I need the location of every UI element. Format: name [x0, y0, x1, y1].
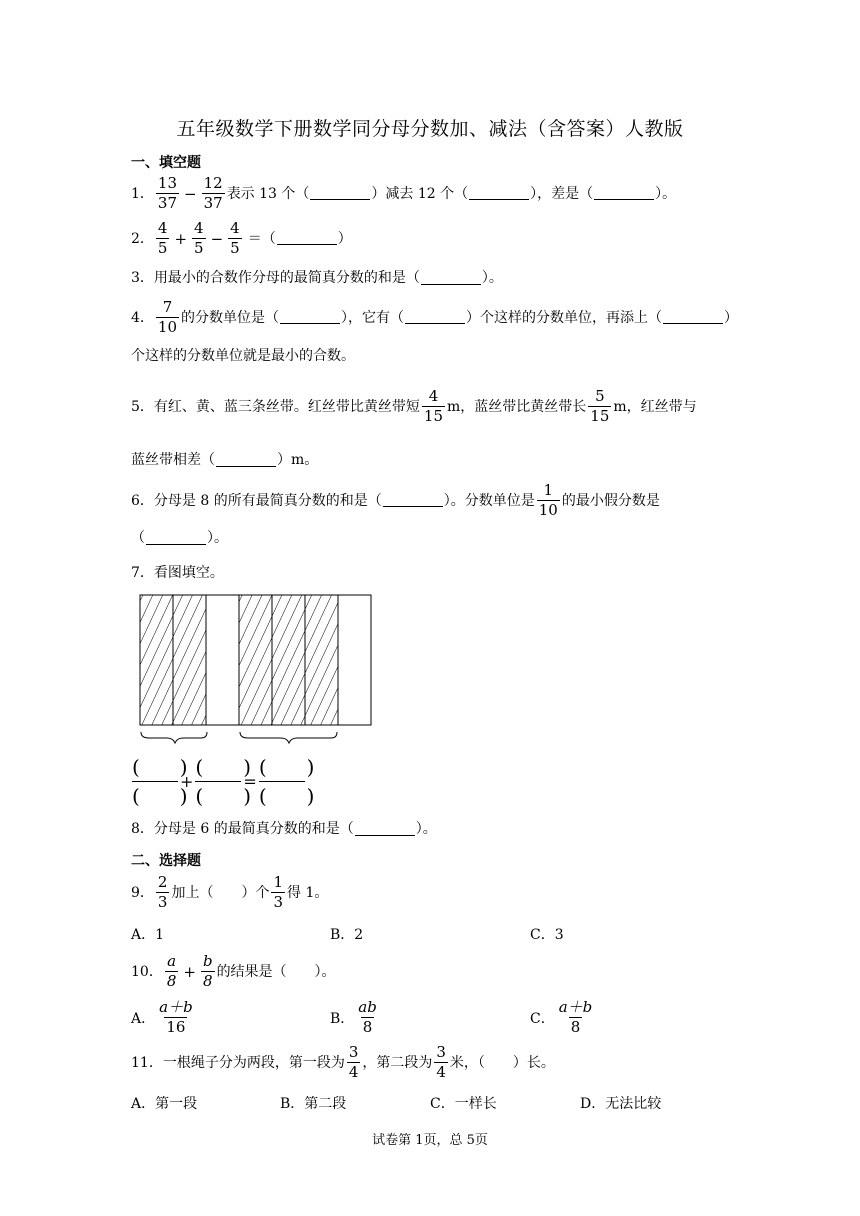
answer-blank[interactable] [383, 494, 443, 507]
question-3: 3． 用最小的合数作分母的最简真分数的和是（ ）。 [131, 270, 503, 286]
shaded-part [173, 595, 206, 725]
question-1: 1． $\frac{13}{37}$ − $\frac{12}{37}$ 表示 13 个（ ）减去 12 个（ ），差是（ ）。 [131, 174, 677, 212]
fraction: $\frac{13}{37}$ [157, 174, 178, 212]
question-7: 7． 看图填空。 [131, 565, 224, 581]
answer-blank[interactable] [594, 187, 654, 200]
answer-fraction-2[interactable]: $\frac{( )}{( )}$ [195, 755, 252, 808]
bar-group-2 [239, 595, 371, 725]
option-d[interactable]: D．无法比较 [580, 1096, 662, 1112]
answer-fraction-3[interactable]: $\frac{( )}{( )}$ [258, 755, 315, 808]
option-b[interactable]: B． $\frac{ab}{8}$ [330, 998, 377, 1036]
question-2: 2． $\frac{4}{5}$ + $\frac{4}{5}$ − $\frac{4}{5}$ ＝（ ） [131, 219, 352, 257]
unshaded-part [206, 595, 239, 725]
question-10: 10． $\frac{a}{8}$ + $\frac{b}{8}$ 的结果是（ ）。 [131, 952, 336, 990]
question-9: 9． $\frac{2}{3}$ 加上（ ）个 $\frac{1}{3}$ 得 1。 [131, 873, 329, 911]
option-c[interactable]: C． $\frac{a+b}{8}$ [530, 998, 593, 1036]
brace-left [141, 732, 207, 743]
option-b[interactable]: B．第二段 [280, 1096, 347, 1112]
shaded-part [140, 595, 173, 725]
question-5-line2: 蓝丝带相差（ ）m。 [131, 452, 319, 468]
option-c[interactable]: C．一样长 [430, 1096, 497, 1112]
option-a[interactable]: A．第一段 [131, 1096, 198, 1112]
answer-blank[interactable] [663, 311, 723, 324]
page-title: 五年级数学下册数学同分母分数加、减法（含答案）人教版 [176, 118, 684, 140]
answer-blank[interactable] [310, 187, 370, 200]
answer-blank[interactable] [146, 532, 206, 545]
section-multiple-choice: 二、选择题 [131, 853, 201, 869]
option-c[interactable]: C．3 [530, 927, 564, 943]
option-b[interactable]: B．2 [330, 927, 364, 943]
bar-group-1 [140, 595, 239, 725]
question-6-line2: （ ）。 [131, 530, 228, 546]
fraction: $\frac{12}{37}$ [203, 174, 223, 212]
fraction-equation: $\frac{( )}{( )}$ + $\frac{( )}{( )}$ = $\frac{( )}{( )}$ [132, 755, 315, 808]
option-a[interactable]: A． $\frac{a+b}{16}$ [131, 998, 193, 1036]
question-4-line2: 个这样的分数单位就是最小的合数。 [131, 348, 355, 364]
answer-blank[interactable] [405, 311, 465, 324]
page-footer: 试卷第 1页，总 5页 [372, 1133, 488, 1148]
question-11: 11． 一根绳子分为两段，第一段为 $\frac{3}{4}$ ，第二段为 $\frac{3}{4}$ 米，（ ）长。 [131, 1043, 555, 1081]
shaded-part [305, 595, 338, 725]
answer-blank[interactable] [216, 454, 276, 467]
brace-right [240, 732, 337, 743]
shaded-part [239, 595, 272, 725]
question-8: 8． 分母是 6 的最简真分数的和是（ ）。 [131, 821, 437, 837]
question-5: 5． 有红、黄、蓝三条丝带。红丝带比黄丝带短 $\frac{4}{15}$ m，蓝丝带比黄丝带长 $\frac{5}{15}$ m，红丝带与 [131, 387, 697, 425]
answer-blank[interactable] [280, 311, 340, 324]
shaded-part [272, 595, 305, 725]
answer-blank[interactable] [355, 823, 415, 836]
option-a[interactable]: A．1 [131, 927, 165, 943]
answer-blank[interactable] [421, 272, 481, 285]
answer-blank[interactable] [469, 187, 529, 200]
question-4: 4． $\frac{7}{10}$ 的分数单位是（ ），它有（ ）个这样的分数单位，再添上（ ） [131, 298, 739, 336]
answer-fraction-1[interactable]: $\frac{( )}{( )}$ [132, 755, 188, 808]
unshaded-part [338, 595, 371, 725]
answer-blank[interactable] [277, 232, 337, 245]
question-6: 6． 分母是 8 的所有最简真分数的和是（ ）。分数单位是 $\frac{1}{10}$ 的最小假分数是 [131, 481, 660, 519]
fraction-diagram [135, 590, 380, 750]
section-fill-blank: 一、填空题 [131, 155, 201, 171]
